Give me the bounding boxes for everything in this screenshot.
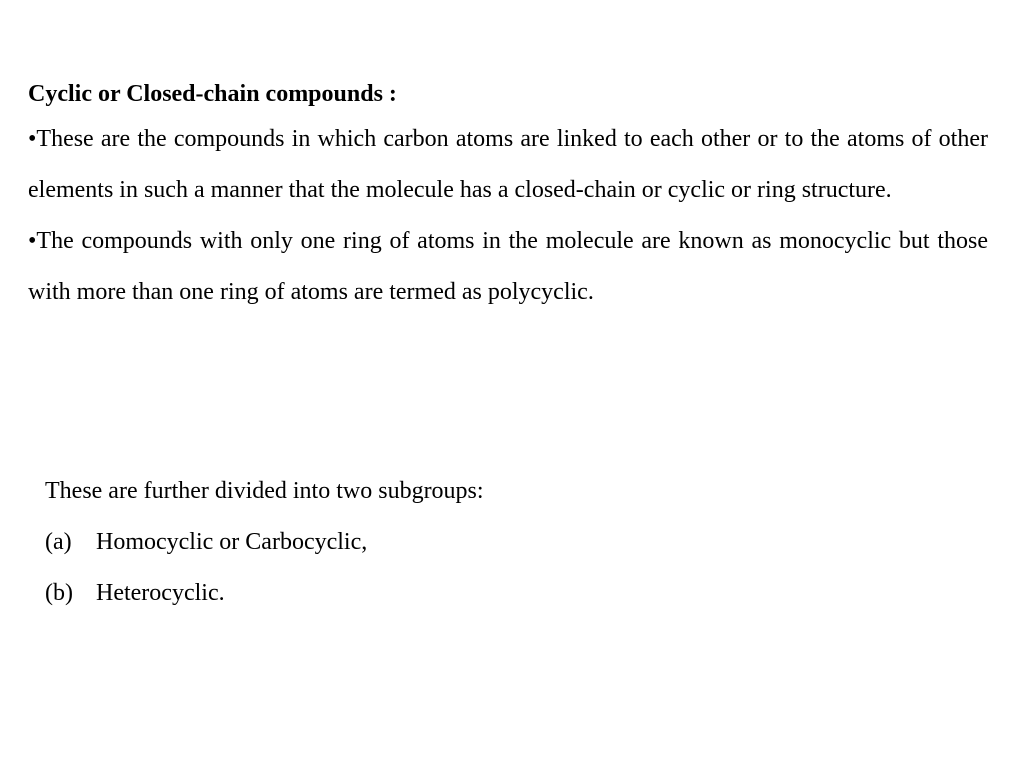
subgroups-list — [45, 466, 745, 619]
slide-heading: Cyclic or Closed-chain compounds : — [28, 81, 397, 107]
subgroups-intro: These are further divided into two subgroups: — [45, 478, 484, 504]
bullet-marker: • — [28, 228, 37, 254]
bullet-marker: • — [28, 126, 37, 152]
bullet-text: The compounds with only one ring of atoms in the molecule are known as monocyclic but those with more than one ring of atoms are termed as polycyclic. — [28, 228, 988, 305]
subgroup-text: Heterocyclic. — [96, 580, 225, 606]
subgroup-item — [45, 568, 745, 619]
subgroup-text: Homocyclic or Carbocyclic, — [96, 529, 368, 555]
bullet-paragraph-2 — [28, 216, 988, 318]
bullet-paragraph-1 — [28, 114, 988, 216]
subgroup-marker: (b) — [45, 580, 73, 606]
subgroup-marker: (a) — [45, 529, 72, 555]
bullet-text: These are the compounds in which carbon atoms are linked to each other or to the atoms of other elements in such a manner that the molecule has a closed-chain or cyclic or ring structure. — [28, 126, 988, 203]
subgroup-item — [45, 517, 745, 568]
slide-content — [28, 74, 988, 318]
